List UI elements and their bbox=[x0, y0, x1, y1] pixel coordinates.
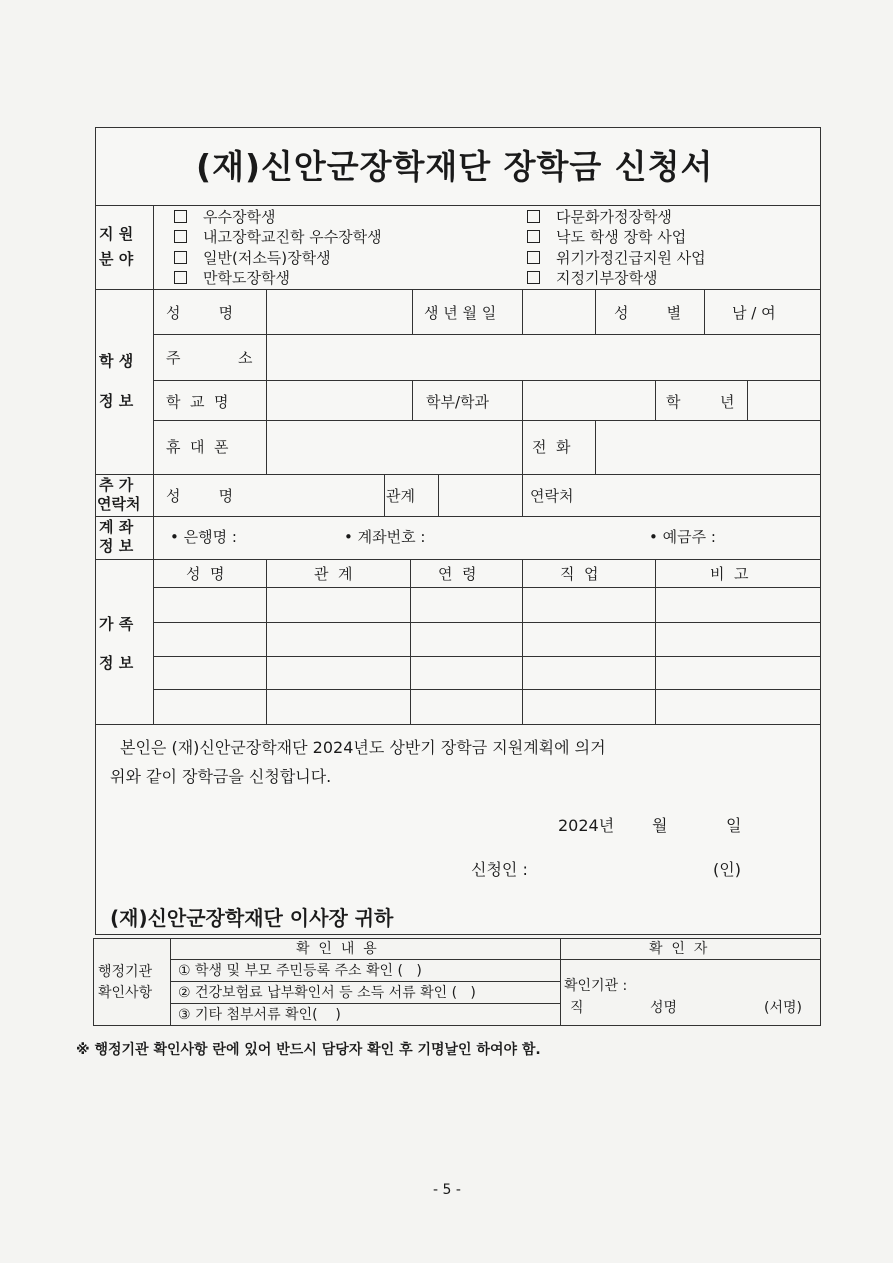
checkbox-icon[interactable] bbox=[174, 210, 187, 223]
date-month[interactable]: 월 bbox=[652, 816, 668, 835]
extra-contact-label-1: 추 가 bbox=[99, 476, 134, 494]
applicant-label: 신청인 : bbox=[471, 860, 528, 879]
support-option-left-1[interactable]: 우수장학생 bbox=[174, 208, 275, 226]
extra-name-input[interactable] bbox=[268, 476, 382, 514]
student-gender-label: 성 별 bbox=[614, 304, 682, 322]
account-label-2: 정 보 bbox=[99, 537, 134, 555]
family-label-1: 가 족 bbox=[99, 615, 134, 633]
seal-mark[interactable]: (인) bbox=[713, 860, 741, 879]
student-birth-input[interactable] bbox=[524, 291, 593, 332]
extra-contact-phone-input[interactable] bbox=[597, 476, 818, 514]
student-phone-input[interactable] bbox=[597, 422, 818, 472]
student-dept-label: 학부/학과 bbox=[426, 393, 490, 411]
applicant-input[interactable] bbox=[546, 856, 696, 882]
support-option-right-4[interactable]: 지정기부장학생 bbox=[527, 269, 657, 287]
extra-name-label: 성 명 bbox=[166, 487, 234, 505]
student-mobile-label: 휴 대 폰 bbox=[166, 438, 229, 456]
support-label-2: 분 야 bbox=[99, 250, 134, 268]
family-header-name: 성 명 bbox=[186, 565, 225, 583]
student-gender-value[interactable]: 남 / 여 bbox=[732, 304, 776, 322]
support-option-left-2[interactable]: 내고장학교진학 우수장학생 bbox=[174, 228, 382, 246]
declaration-line-2: 위와 같이 장학금을 신청합니다. bbox=[110, 767, 332, 786]
extra-relation-label: 관계 bbox=[386, 487, 415, 505]
checkbox-icon[interactable] bbox=[527, 230, 540, 243]
student-dept-input[interactable] bbox=[524, 382, 653, 418]
date-day[interactable]: 일 bbox=[726, 816, 742, 835]
admin-signature-label[interactable]: (서명) bbox=[764, 1000, 802, 1016]
extra-relation-input[interactable] bbox=[440, 476, 520, 514]
page-number: - 5 - bbox=[433, 1182, 461, 1198]
student-phone-label: 전 화 bbox=[532, 438, 571, 456]
family-header-job: 직 업 bbox=[560, 565, 599, 583]
checkbox-icon[interactable] bbox=[527, 251, 540, 264]
admin-label-2: 확인사항 bbox=[98, 985, 153, 1001]
support-option-right-1[interactable]: 다문화가정장학생 bbox=[527, 208, 672, 226]
admin-position-label: 직 bbox=[570, 1000, 584, 1016]
family-header-note: 비 고 bbox=[710, 565, 749, 583]
student-grade-label-2: 년 bbox=[720, 393, 735, 411]
student-mobile-input[interactable] bbox=[268, 422, 520, 472]
checkbox-icon[interactable] bbox=[174, 230, 187, 243]
family-header-age: 연 령 bbox=[438, 565, 477, 583]
student-label-1: 학 생 bbox=[99, 352, 134, 370]
account-bank[interactable]: • 은행명 : bbox=[170, 528, 237, 546]
support-option-right-3[interactable]: 위기가정긴급지원 사업 bbox=[527, 249, 706, 267]
family-label-2: 정 보 bbox=[99, 654, 134, 672]
student-address-input[interactable] bbox=[268, 336, 818, 378]
admin-item-1[interactable]: ① 학생 및 부모 주민등록 주소 확인 ( ) bbox=[178, 963, 422, 979]
addressee: (재)신안군장학재단 이사장 귀하 bbox=[110, 906, 394, 930]
extra-contact-phone-label: 연락처 bbox=[530, 487, 574, 505]
student-school-input[interactable] bbox=[268, 382, 410, 418]
account-number[interactable]: • 계좌번호 : bbox=[344, 528, 426, 546]
support-option-left-4[interactable]: 만학도장학생 bbox=[174, 269, 290, 287]
account-label-1: 계 좌 bbox=[99, 518, 134, 536]
admin-confirmer-header: 확 인 자 bbox=[649, 941, 708, 957]
student-label-2: 정 보 bbox=[99, 392, 134, 410]
checkbox-icon[interactable] bbox=[527, 271, 540, 284]
student-address-label-1: 주 bbox=[166, 349, 181, 367]
admin-content-header: 확 인 내 용 bbox=[296, 941, 377, 957]
student-address-label-2: 소 bbox=[238, 349, 253, 367]
family-header-relation: 관 계 bbox=[314, 565, 353, 583]
checkbox-icon[interactable] bbox=[174, 271, 187, 284]
checkbox-icon[interactable] bbox=[174, 251, 187, 264]
support-label-1: 지 원 bbox=[99, 225, 134, 243]
date-year[interactable]: 2024년 bbox=[558, 816, 615, 835]
admin-item-3[interactable]: ③ 기타 첨부서류 확인( ) bbox=[178, 1007, 341, 1023]
extra-contact-label-2: 연락처 bbox=[97, 495, 141, 513]
declaration-line-1: 본인은 (재)신안군장학재단 2024년도 상반기 장학금 지원계획에 의거 bbox=[120, 738, 606, 757]
account-holder[interactable]: • 예금주 : bbox=[649, 528, 716, 546]
student-name-label: 성 명 bbox=[166, 304, 234, 322]
application-form bbox=[95, 127, 821, 935]
admin-confirmation-table bbox=[93, 938, 821, 1026]
checkbox-icon[interactable] bbox=[527, 210, 540, 223]
admin-item-2[interactable]: ② 건강보험료 납부확인서 등 소득 서류 확인 ( ) bbox=[178, 985, 476, 1001]
student-birth-label: 생 년 월 일 bbox=[424, 304, 497, 322]
student-school-label: 학 교 명 bbox=[166, 393, 229, 411]
form-title: (재)신안군장학재단 장학금 신청서 bbox=[196, 147, 714, 186]
support-option-left-3[interactable]: 일반(저소득)장학생 bbox=[174, 249, 331, 267]
admin-name-label: 성명 bbox=[650, 1000, 678, 1016]
student-name-input[interactable] bbox=[268, 291, 410, 332]
student-grade-input[interactable] bbox=[749, 382, 818, 418]
student-grade-label-1: 학 bbox=[666, 393, 681, 411]
footnote: ※ 행정기관 확인사항 란에 있어 반드시 담당자 확인 후 기명날인 하여야 함. bbox=[76, 1042, 541, 1058]
admin-label-1: 행정기관 bbox=[98, 964, 153, 980]
admin-agency-label: 확인기관 : bbox=[564, 978, 628, 994]
support-option-right-2[interactable]: 낙도 학생 장학 사업 bbox=[527, 228, 686, 246]
